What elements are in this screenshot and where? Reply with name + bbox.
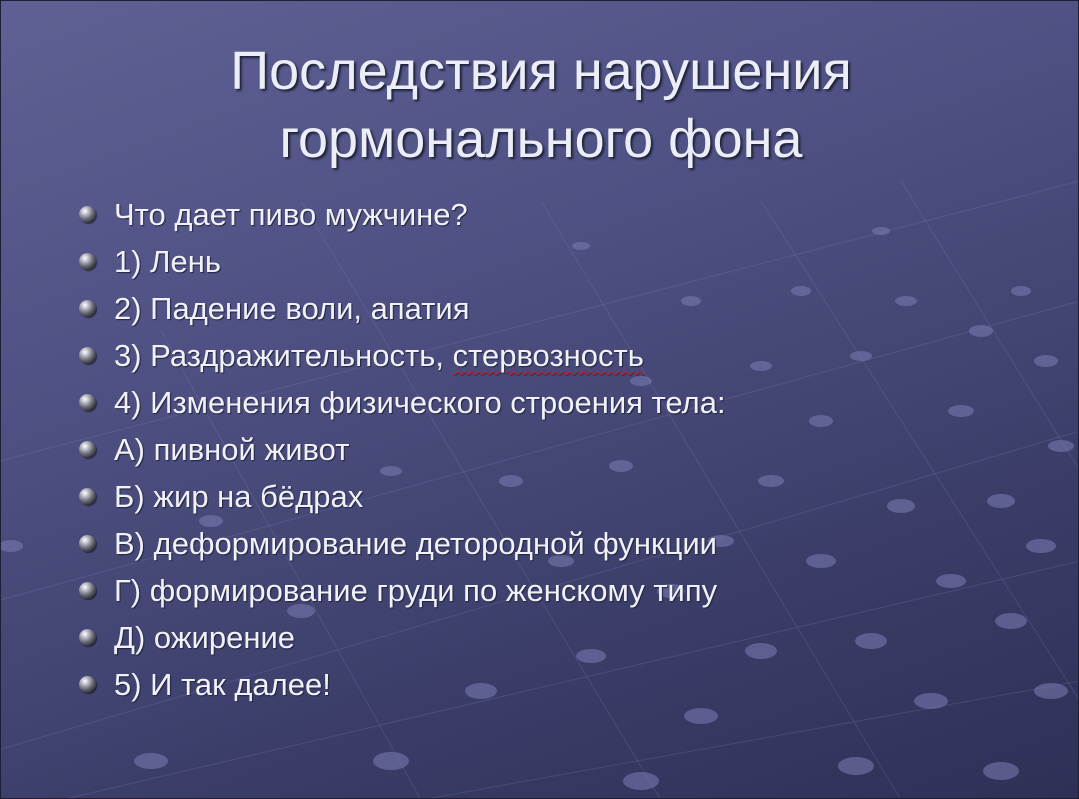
bullet-item-v — [79, 520, 726, 567]
sphere-bullet-icon — [79, 394, 96, 411]
slide-title — [151, 37, 931, 173]
bullet-text: Д) ожирение — [114, 619, 296, 655]
sphere-bullet-icon — [79, 206, 96, 223]
bullet-text: 1) Лень — [114, 243, 222, 279]
sphere-bullet-icon — [79, 535, 96, 552]
misspelled-word[interactable]: стервозность — [452, 337, 644, 373]
bullet-text: Что дает пиво мужчине? — [114, 196, 468, 232]
bullet-text-prefix: 3) Раздражительность, — [114, 337, 453, 373]
bullet-item-2 — [79, 285, 726, 332]
slide-title-line-1: Последствия нарушения — [230, 41, 852, 101]
bullet-text: В) деформирование детородной функции — [114, 525, 717, 561]
bullet-text: Г) формирование груди по женскому типу — [114, 572, 718, 608]
sphere-bullet-icon — [79, 347, 96, 364]
bullet-item-a — [79, 426, 726, 473]
bullet-text: 5) И так далее! — [114, 666, 331, 702]
sphere-bullet-icon — [79, 629, 96, 646]
bullet-text — [114, 338, 644, 374]
bullet-item-g — [79, 567, 726, 614]
bullet-item-d — [79, 614, 726, 661]
bullet-item-question — [79, 191, 726, 238]
bullet-text: 2) Падение воли, апатия — [114, 290, 470, 326]
sphere-bullet-icon — [79, 582, 96, 599]
bullet-item-1 — [79, 238, 726, 285]
sphere-bullet-icon — [79, 676, 96, 693]
sphere-bullet-icon — [79, 441, 96, 458]
bullet-item-4 — [79, 379, 726, 426]
slide-title-line-2: гормонального фона — [279, 109, 803, 169]
bullet-text: А) пивной живот — [114, 431, 350, 467]
bullet-item-5 — [79, 661, 726, 708]
sphere-bullet-icon — [79, 488, 96, 505]
bullet-text: Б) жир на бёдрах — [114, 478, 364, 514]
bullet-text: 4) Изменения физического строения тела: — [114, 384, 726, 420]
sphere-bullet-icon — [79, 300, 96, 317]
bullet-item-3 — [79, 332, 726, 379]
sphere-bullet-icon — [79, 253, 96, 270]
bullet-list — [79, 191, 726, 708]
bullet-item-b — [79, 473, 726, 520]
